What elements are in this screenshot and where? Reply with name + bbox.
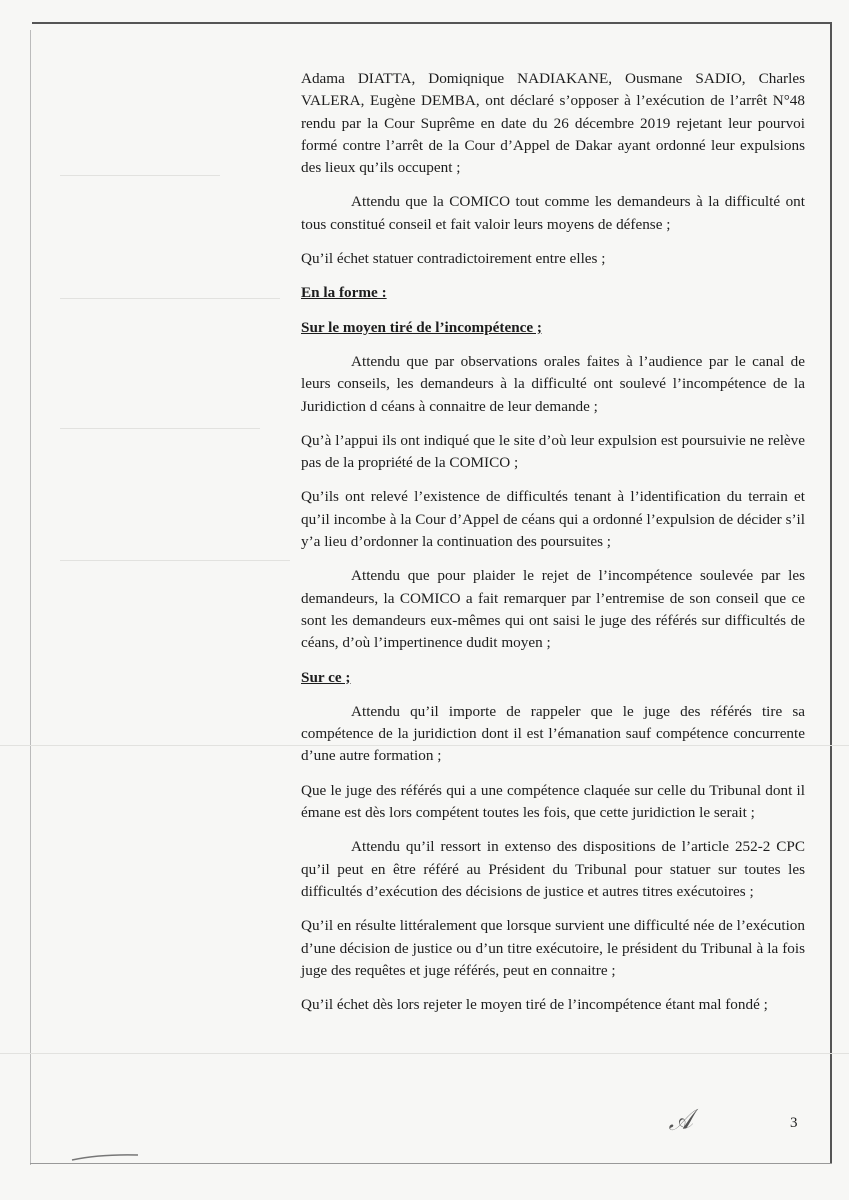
bleed-through-line bbox=[0, 1053, 849, 1054]
page-border-right bbox=[830, 22, 832, 1164]
paragraph: Qu’à l’appui ils ont indiqué que le site d’où leur expulsion est poursuivie ne relève pas de la propriété de la COMICO ; bbox=[301, 431, 805, 472]
section-heading: Sur ce ; bbox=[301, 668, 351, 686]
initials-signature: 𝒜 bbox=[666, 1104, 695, 1138]
paragraph: Qu’ils ont relevé l’existence de difficultés tenant à l’identification du terrain et qu’il incombe à la Cour d’Appel de céans qui a ordonné l’expulsion de décider s’il y’a lieu d’ordonner la continuation des poursuites ; bbox=[301, 488, 805, 551]
paragraph: Attendu que pour plaider le rejet de l’incompétence soulevée par les demandeurs, la COMICO a fait remarquer par l’entremise de son conseil que ce sont les demandeurs eux-mêmes qui ont saisi le juge des référés sur difficultés de céans, d’où l’impertinence dudit moyen ; bbox=[301, 567, 805, 652]
page-border-left bbox=[30, 30, 31, 1165]
section-heading: Sur le moyen tiré de l’incompétence ; bbox=[301, 318, 542, 336]
document-body bbox=[301, 68, 805, 1028]
page-number: 3 bbox=[790, 1115, 798, 1131]
bleed-through-line bbox=[60, 428, 260, 429]
paragraph: Attendu que par observations orales faites à l’audience par le canal de leurs conseils, les demandeurs à la difficulté ont soulevé l’incompétence de la Juridiction d céans à connaitre de leur demande ; bbox=[301, 352, 805, 415]
section-heading: En la forme : bbox=[301, 284, 387, 302]
bleed-through-line bbox=[60, 560, 290, 561]
paragraph: Attendu qu’il ressort in extenso des dispositions de l’article 252-2 CPC qu’il peut en être référé au Président du Tribunal pour statuer sur toutes les difficultés d’exécution des décisions de justice et autres titres exécutoires ; bbox=[301, 838, 805, 900]
page-border-bottom bbox=[30, 1163, 832, 1164]
paragraph: Attendu qu’il importe de rappeler que le juge des référés tire sa compétence de la juridiction dont il est l’émanation sauf compétence concurrente d’une autre formation ; bbox=[301, 702, 805, 765]
page-border-top bbox=[32, 22, 832, 24]
bleed-through-line bbox=[60, 175, 220, 176]
paragraph: Adama DIATTA, Domiqnique NADIAKANE, Ousmane SADIO, Charles VALERA, Eugène DEMBA, ont déclaré s’opposer à l’exécution de l’arrêt N°48 rendu par la Cour Suprême en date du 26 décembre 2019 rejetant leur pourvoi formé contre l’arrêt de la Cour d’Appel de Dakar ayant ordonné leur expulsions des lieux qu’ils occupent ; bbox=[301, 70, 805, 177]
paragraph: Qu’il échet statuer contradictoirement entre elles ; bbox=[301, 250, 606, 268]
pen-stroke-mark bbox=[70, 1152, 140, 1162]
paragraph: Attendu que la COMICO tout comme les demandeurs à la difficulté ont tous constitué conseil et fait valoir leurs moyens de défense ; bbox=[301, 193, 805, 233]
paragraph: Qu’il en résulte littéralement que lorsque survient une difficulté née de l’exécution d’une décision de justice ou d’un titre exécutoire, le président du Tribunal à la fois juge des requêtes et juge référés, peut en connaitre ; bbox=[301, 917, 805, 979]
paragraph: Que le juge des référés qui a une compétence claquée sur celle du Tribunal dont il émane est dès lors compétent toutes les fois, que cette juridiction le serait ; bbox=[301, 781, 805, 822]
paragraph: Qu’il échet dès lors rejeter le moyen tiré de l’incompétence étant mal fondé ; bbox=[301, 996, 768, 1014]
bleed-through-line bbox=[60, 298, 280, 299]
